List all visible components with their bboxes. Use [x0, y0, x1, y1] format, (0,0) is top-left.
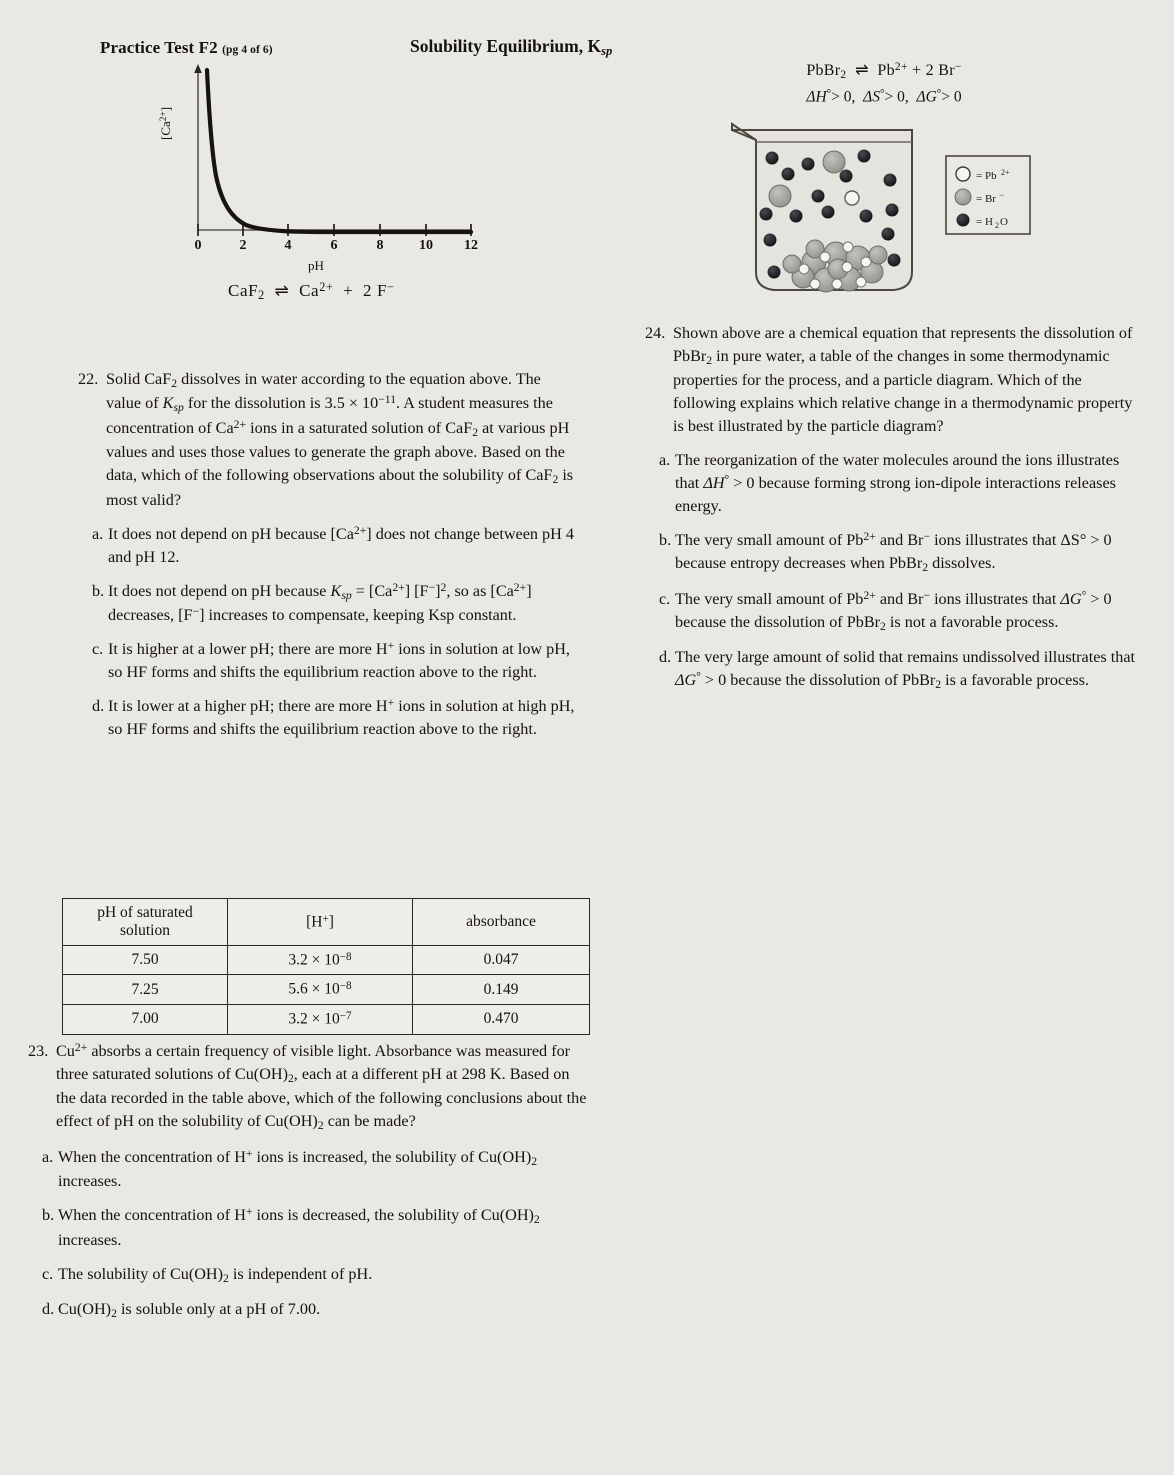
absorbance-data-table [62, 898, 590, 1035]
option-text: It does not depend on pH because $[Ca^{2+}]$ does not change between pH 4 and pH 12. [108, 523, 574, 566]
legend-label-lead: = Pb [976, 170, 997, 182]
legend-label-water-sub: 2 [995, 221, 999, 230]
legend-label-bromide: = Br [976, 193, 996, 205]
option-letter: b. [659, 531, 672, 550]
x-tick-4: 4 [284, 238, 292, 253]
table-row [63, 945, 590, 975]
option-text: It is higher at a lower pH; there are more H+ ions in solution at low pH, so HF forms and shifts the equilibrium reaction above to the right. [108, 639, 570, 682]
x-tick-2: 2 [239, 238, 247, 253]
legend-gray-circle-icon [955, 189, 971, 205]
graph-svg [160, 62, 490, 272]
option-letter: c. [659, 589, 671, 608]
option-text: $Cu(OH)_2$ is soluble only at a pH of 7.00. [58, 1300, 321, 1321]
option-letter: d. [42, 1300, 55, 1319]
option-text: It is lower at a higher pH; there are more H+ ions in solution at high pH, so HF forms and shifts the equilibrium reaction above to the right. [108, 696, 575, 739]
table-header-absorbance: absorbance [413, 899, 590, 946]
option-letter: a. [92, 524, 104, 543]
question-22 [78, 368, 578, 741]
option-text: The reorganization of the water molecules around the ions illustrates that ΔH° > 0 because forming strong ion-dipole interactions releases energy. [675, 451, 1120, 516]
y-axis-arrow [194, 64, 202, 73]
x-tick-10: 10 [419, 238, 433, 253]
legend-dark-circle-icon [957, 214, 970, 227]
option-letter: d. [92, 697, 105, 716]
page-number-label: (pg 4 of 6) [222, 44, 273, 56]
page-header-left [100, 38, 273, 58]
caf2-equation: CaF$_2$ ⇌ $Ca^{2+} + 2$ F− [228, 280, 395, 303]
table-header-h-conc: [H+] [228, 899, 413, 946]
question-23-option-d[interactable] [28, 1298, 588, 1322]
question-23 [28, 1040, 588, 1323]
cell-h-conc: $3.2 \times 10^{-8}$ [228, 945, 413, 975]
question-24-option-c[interactable] [645, 588, 1145, 635]
concentration-curve [207, 70, 471, 232]
x-tick-6: 6 [330, 238, 338, 253]
cell-absorbance: 0.047 [413, 945, 590, 975]
legend-open-circle-icon [956, 167, 970, 181]
cell-h-conc: $5.6 \times 10^{-8}$ [228, 975, 413, 1005]
lead-ion-solution [845, 191, 859, 205]
cell-absorbance: 0.470 [413, 1004, 590, 1034]
x-tick-8: 8 [376, 238, 384, 253]
page-header-right [410, 36, 612, 59]
legend-label-bromide-charge: − [999, 190, 1005, 200]
option-text: The very large amount of solid that remains undissolved illustrates that ΔG° > 0 because the dissolution of PbBr$_2$ is a favorable process. [675, 648, 1136, 692]
option-letter: a. [659, 451, 671, 470]
solubility-ph-graph [160, 62, 490, 272]
pbbr2-equation: PbBr$_2$ ⇌ $Pb^{2+} + 2$ Br− [806, 61, 962, 81]
question-22-option-b[interactable] [78, 580, 578, 627]
question-23-option-c[interactable] [28, 1263, 588, 1287]
option-text: The solubility of $Cu(OH)_2$ is independent of pH. [58, 1264, 373, 1285]
option-letter: c. [42, 1264, 54, 1283]
table-row [63, 1004, 590, 1034]
beaker-svg [718, 112, 1048, 307]
diagram-legend [946, 156, 1030, 234]
option-letter: a. [42, 1147, 54, 1166]
table-header-row [63, 899, 590, 946]
question-24 [645, 322, 1145, 694]
particle-diagram [718, 112, 1048, 307]
cell-ph: 7.25 [63, 975, 228, 1005]
option-letter: d. [659, 648, 672, 667]
option-text: When the concentration of H+ ions is increased, the solubility of $Cu(OH)_2$ increases. [58, 1147, 538, 1191]
cell-h-conc: $3.2 \times 10^{-7}$ [228, 1004, 413, 1034]
table-header-ph: pH of saturated solution [63, 899, 228, 946]
legend-label-water: = H [976, 216, 993, 228]
question-22-stem: Solid CaF$_2$ dissolves in water according to the equation above. The value of $K_{sp}$ for the dissolution is $3.5 \times 10^{-11}$. A student measures the concentration of $Ca^{2+}$ ions in a saturated solution of CaF$_2$ at various pH values and uses those values to generate the graph above. Based on the data, which of the following observations about the solubility of CaF$_2$ is most valid? [106, 370, 574, 509]
legend-label-lead-charge: 2+ [1001, 168, 1010, 177]
cell-ph: 7.50 [63, 945, 228, 975]
question-22-option-c[interactable] [78, 638, 578, 684]
question-22-option-a[interactable] [78, 523, 578, 569]
topic-title: Solubility Equilibrium, K [410, 36, 602, 56]
question-23-stem: $Cu^{2+}$ absorbs a certain frequency of visible light. Absorbance was measured for three saturated solutions of $Cu(OH)_2$, each at a different pH at 298 K. Based on the data recorded in the table above, which of the following conclusions about the effect of pH on the solubility of $Cu(OH)_2$ can be made? [56, 1041, 587, 1133]
question-23-option-b[interactable] [28, 1204, 588, 1251]
option-text: The very small amount of $Pb^{2+}$ and Br− ions illustrates that ΔS° > 0 because entropy decreases when PbBr$_2$ dissolves. [675, 530, 1112, 575]
option-letter: c. [92, 640, 104, 659]
cell-absorbance: 0.149 [413, 975, 590, 1005]
question-24-stem: Shown above are a chemical equation that represents the dissolution of PbBr$_2$ in pure water, a table of the changes in some thermodynamic properties for the process, and a particle diagram. Which of the following explains which relative change in a thermodynamic property is best illustrated by the particle diagram? [673, 324, 1133, 436]
option-letter: b. [92, 581, 105, 600]
question-24-number: 24. [645, 324, 666, 342]
x-tick-0: 0 [194, 238, 202, 253]
thermodynamic-values: ΔH°> 0, ΔS°> 0, ΔG°> 0 [806, 88, 962, 106]
question-22-number: 22. [78, 370, 99, 388]
question-23-number: 23. [28, 1042, 49, 1060]
cell-ph: 7.00 [63, 1004, 228, 1034]
legend-label-water-o: O [1000, 216, 1008, 228]
option-text: The very small amount of $Pb^{2+}$ and Br− ions illustrates that ΔG° > 0 because the dissolution of PbBr$_2$ is not a favorable process. [675, 589, 1112, 633]
topic-title-subscript: sp [601, 44, 613, 59]
option-text: When the concentration of H+ ions is decreased, the solubility of $Cu(OH)_2$ increases. [58, 1205, 540, 1249]
question-24-option-b[interactable] [645, 529, 1145, 576]
y-axis-label: $[Ca^{2+}]$ [158, 106, 173, 140]
question-22-option-d[interactable] [78, 695, 578, 741]
question-24-option-a[interactable] [645, 449, 1145, 518]
option-letter: b. [42, 1206, 55, 1225]
x-axis-label: pH [308, 258, 324, 273]
table-row [63, 975, 590, 1005]
question-23-option-a[interactable] [28, 1146, 588, 1193]
question-24-option-d[interactable] [645, 646, 1145, 693]
practice-test-title: Practice Test F2 [100, 38, 218, 57]
option-text: It does not depend on pH because $K_{sp} = [Ca^{2+}]$ $[F^-]^2$, so as $[Ca^{2+}]$ decreases, [F−] increases to compensate, keeping Ksp constant. [108, 580, 532, 625]
x-tick-12: 12 [464, 238, 478, 253]
